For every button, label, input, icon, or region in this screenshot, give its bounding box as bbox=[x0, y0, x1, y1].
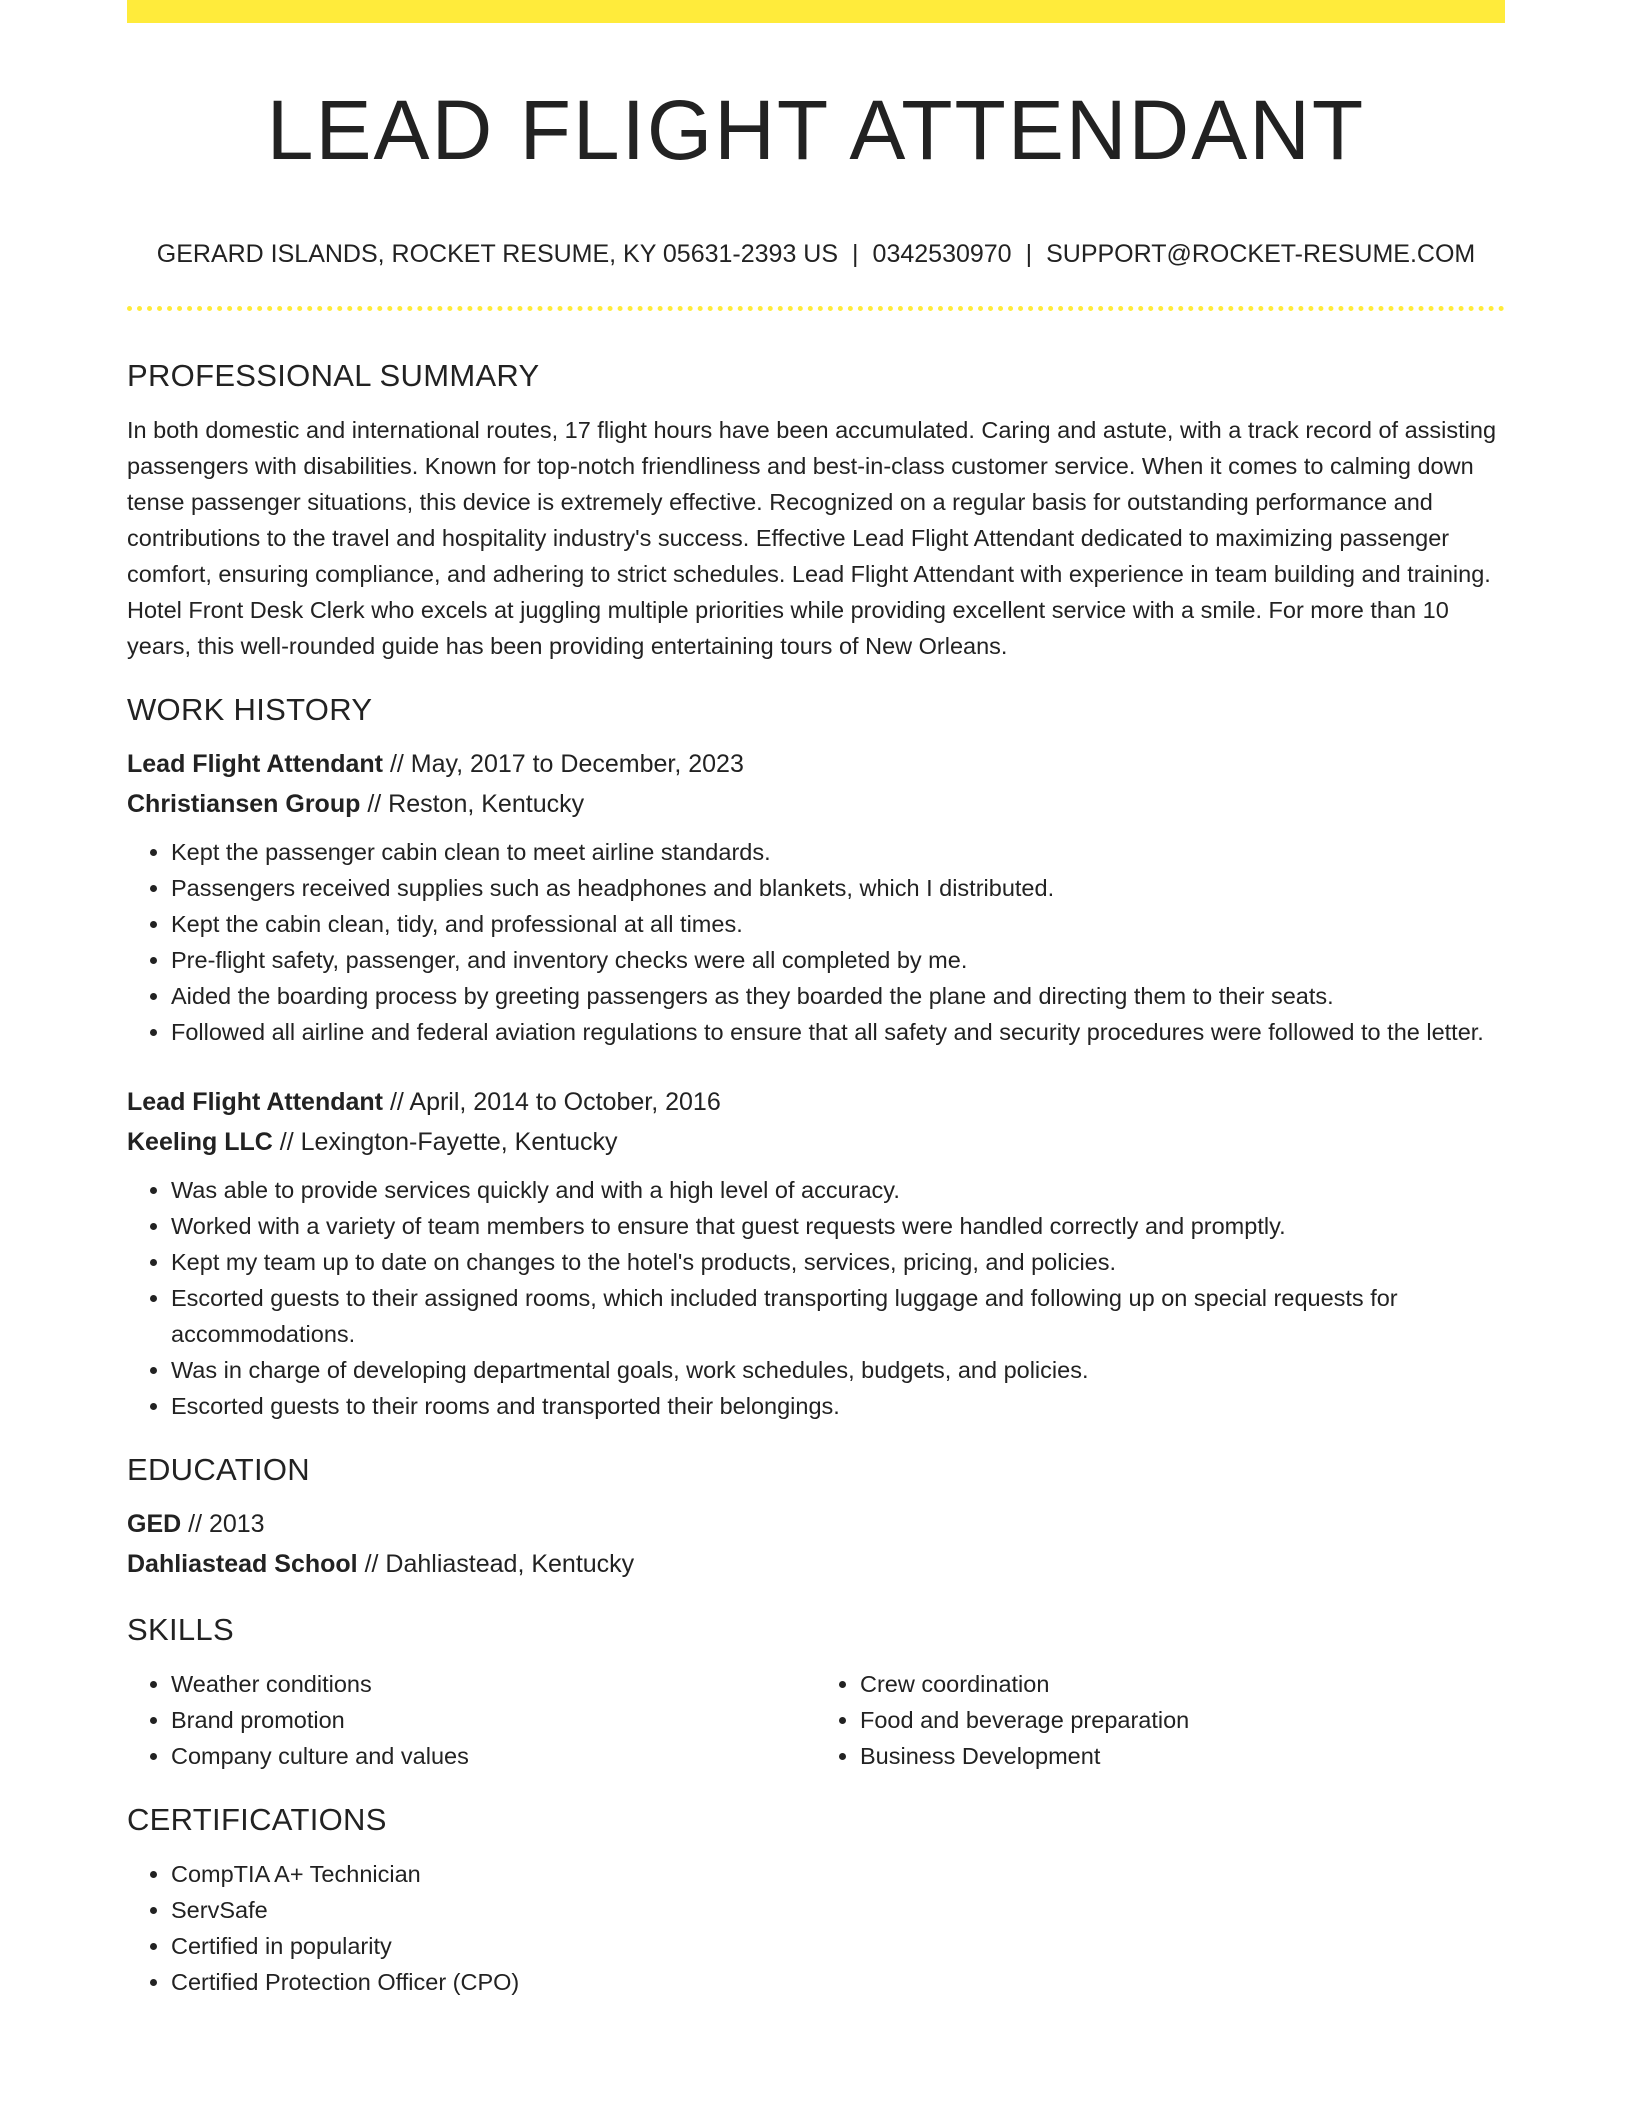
skills-heading: SKILLS bbox=[127, 1612, 234, 1647]
summary-section bbox=[127, 350, 1505, 664]
certifications-heading: CERTIFICATIONS bbox=[127, 1802, 387, 1837]
job-location: // Lexington-Fayette, Kentucky bbox=[272, 1128, 618, 1156]
resume-body bbox=[127, 350, 1505, 2000]
list-item: • Business Development bbox=[860, 1738, 1505, 1774]
list-item: • Kept the cabin clean, tidy, and professional at all times. bbox=[171, 906, 1505, 942]
education-degree: GED bbox=[127, 1510, 182, 1538]
list-item: • Certified Protection Officer (CPO) bbox=[171, 1964, 1505, 2000]
contact-email: SUPPORT@ROCKET-RESUME.COM bbox=[1046, 240, 1476, 268]
list-item: • Worked with a variety of team members to ensure that guest requests were handled correctly and promptly. bbox=[171, 1208, 1505, 1244]
list-item: • Certified in popularity bbox=[171, 1928, 1505, 1964]
contact-separator: | bbox=[1025, 240, 1033, 268]
education-school-line bbox=[127, 1544, 1505, 1584]
job-entry bbox=[127, 744, 1505, 1050]
job-dates: // April, 2014 to October, 2016 bbox=[383, 1088, 721, 1116]
list-item: • Passengers received supplies such as headphones and blankets, which I distributed. bbox=[171, 870, 1505, 906]
skills-list-right bbox=[816, 1666, 1505, 1774]
education-school: Dahliastead School bbox=[127, 1550, 358, 1578]
contact-separator: | bbox=[852, 240, 859, 268]
job-title-line bbox=[127, 1082, 1505, 1122]
list-item: • Followed all airline and federal aviation regulations to ensure that all safety and security procedures were followed to the letter. bbox=[171, 1014, 1505, 1050]
contact-line bbox=[127, 236, 1505, 272]
job-company-line bbox=[127, 784, 1505, 824]
list-item: • CompTIA A+ Technician bbox=[171, 1856, 1505, 1892]
education-section bbox=[127, 1444, 1505, 1584]
education-heading: EDUCATION bbox=[127, 1452, 310, 1487]
certifications-list bbox=[127, 1856, 1505, 2000]
candidate-title: LEAD FLIGHT ATTENDANT bbox=[266, 83, 1366, 177]
accent-bar bbox=[127, 0, 1505, 23]
list-item: • ServSafe bbox=[171, 1892, 1505, 1928]
list-item: • Escorted guests to their assigned rooms, which included transporting luggage and following up on special requests for accommodations. bbox=[171, 1280, 1505, 1352]
list-item: • Company culture and values bbox=[171, 1738, 816, 1774]
list-item: • Was able to provide services quickly and with a high level of accuracy. bbox=[171, 1172, 1505, 1208]
contact-address: GERARD ISLANDS, ROCKET RESUME, KY 05631-2393 US bbox=[156, 240, 839, 268]
skills-columns bbox=[127, 1656, 1505, 1774]
job-dates: // May, 2017 to December, 2023 bbox=[383, 750, 744, 778]
education-year: // 2013 bbox=[181, 1510, 265, 1538]
list-item: • Crew coordination bbox=[860, 1666, 1505, 1702]
skills-list-left bbox=[127, 1666, 816, 1774]
job-company-line bbox=[127, 1122, 1505, 1162]
list-item: • Escorted guests to their rooms and transported their belongings. bbox=[171, 1388, 1505, 1424]
list-item: • Brand promotion bbox=[171, 1702, 816, 1738]
certifications-section bbox=[127, 1794, 1505, 2000]
job-bullets bbox=[127, 1172, 1505, 1424]
work-history-section bbox=[127, 684, 1505, 1424]
summary-heading: PROFESSIONAL SUMMARY bbox=[127, 358, 540, 393]
summary-text: In both domestic and international routes, 17 flight hours have been accumulated. Caring and astute, with a track record of assisting passengers with disabilities. Known for top-notch friendliness and best-in-class customer service. When it comes to calming down tense passenger situations, this device is extremely effective. Recognized on a regular basis for outstanding performance and contributions to the travel and hospitality industry's success. Effective Lead Flight Attendant dedicated to maximizing passenger comfort, ensuring compliance, and adhering to strict schedules. Lead Flight Attendant with experience in team building and training. Hotel Front Desk Clerk who excels at juggling multiple priorities while providing excellent service with a smile. For more than 10 years, this well-rounded guide has been providing entertaining tours of New Orleans. bbox=[127, 417, 1497, 659]
education-entry bbox=[127, 1504, 1505, 1584]
list-item: • Food and beverage preparation bbox=[860, 1702, 1505, 1738]
job-title-line bbox=[127, 744, 1505, 784]
list-item: • Kept my team up to date on changes to the hotel's products, services, pricing, and policies. bbox=[171, 1244, 1505, 1280]
list-item: • Weather conditions bbox=[171, 1666, 816, 1702]
list-item: • Kept the passenger cabin clean to meet airline standards. bbox=[171, 834, 1505, 870]
contact-phone: 0342530970 bbox=[872, 240, 1012, 268]
job-company: Keeling LLC bbox=[127, 1128, 273, 1156]
dotted-divider bbox=[127, 306, 1505, 311]
list-item: • Was in charge of developing departmental goals, work schedules, budgets, and policies. bbox=[171, 1352, 1505, 1388]
list-item: • Aided the boarding process by greeting passengers as they boarded the plane and directing them to their seats. bbox=[171, 978, 1505, 1014]
job-title: Lead Flight Attendant bbox=[127, 1088, 383, 1116]
work-history-heading: WORK HISTORY bbox=[127, 692, 373, 727]
list-item: • Pre-flight safety, passenger, and inventory checks were all completed by me. bbox=[171, 942, 1505, 978]
job-title: Lead Flight Attendant bbox=[127, 750, 383, 778]
job-company: Christiansen Group bbox=[127, 790, 361, 818]
job-bullets bbox=[127, 834, 1505, 1050]
job-entry bbox=[127, 1082, 1505, 1424]
job-location: // Reston, Kentucky bbox=[360, 790, 585, 818]
education-degree-line bbox=[127, 1504, 1505, 1544]
education-location: // Dahliastead, Kentucky bbox=[357, 1550, 635, 1578]
skills-section bbox=[127, 1604, 1505, 1774]
